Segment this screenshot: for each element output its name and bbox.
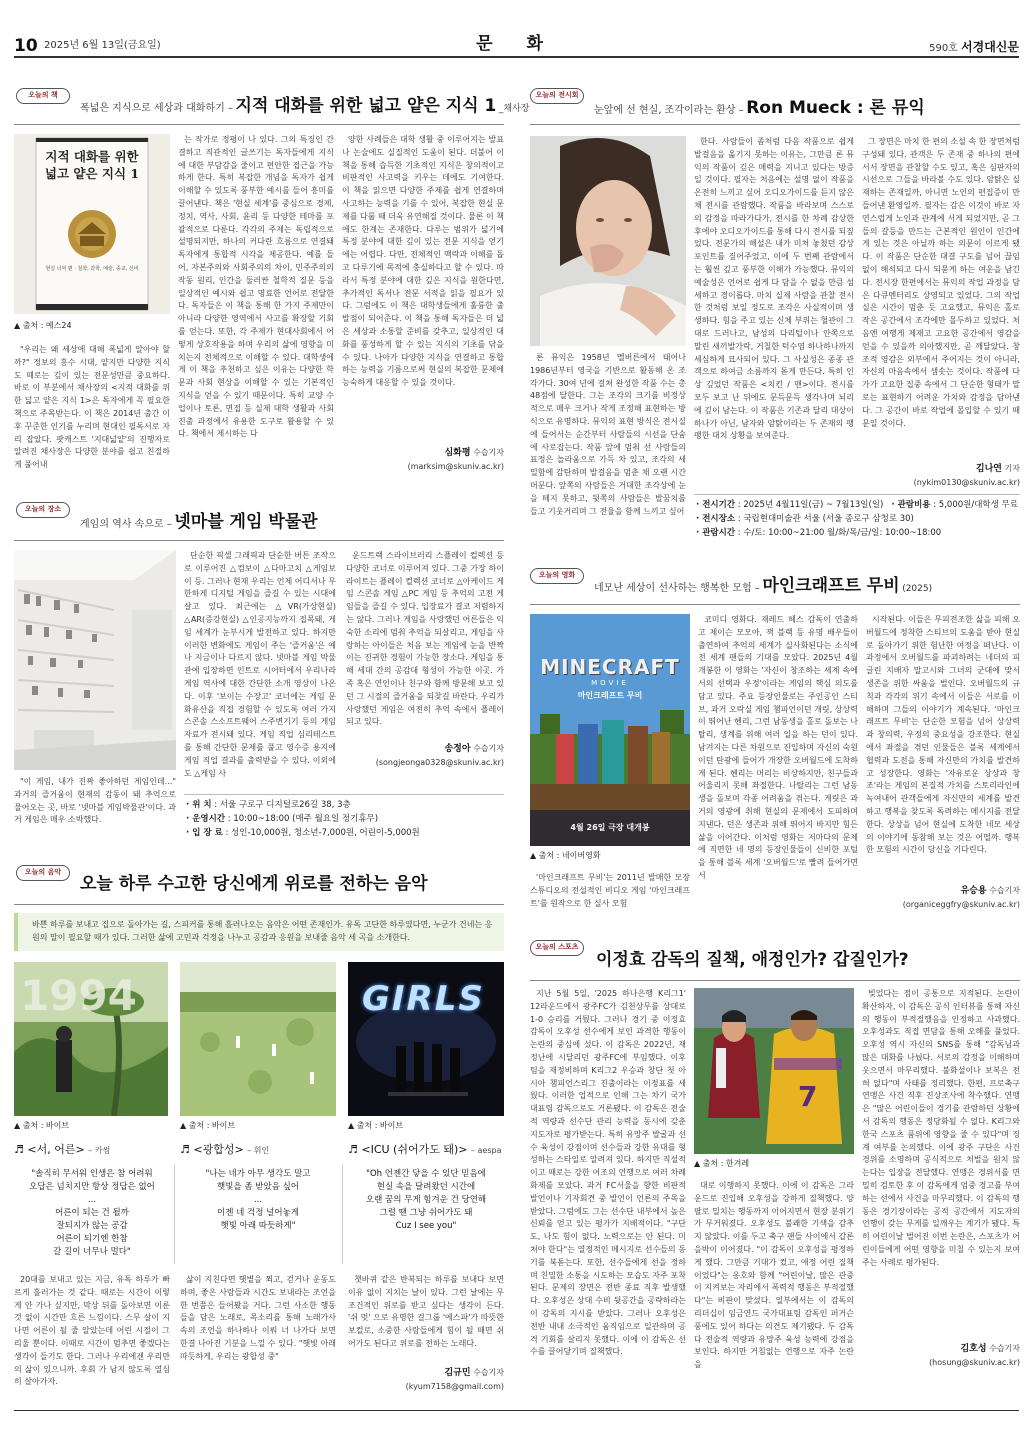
poster-title: MINECRAFT [540, 655, 680, 679]
music-rule [14, 904, 504, 905]
track-2-cover-art [180, 962, 336, 1116]
page-number: 10 [14, 36, 38, 56]
lyrics-divider-1 [174, 1164, 175, 1264]
book-cover-title [38, 148, 146, 182]
book-reporter-title: 수습기자 [473, 448, 504, 457]
book-title: 지적 대화를 위한 넓고 얕은 지식 1 [235, 96, 497, 116]
movie-poster-art [530, 614, 690, 846]
exhibit-email: (nykim0130@skuniv.ac.kr) [913, 478, 1020, 487]
poster-korean-title: 마인크래프트 무비 [577, 691, 643, 700]
book-col-2-text: 는 작가로 정평이 나 있다. 그의 특징인 간결하고 직관적인 글쓰기는 독자들에게 지식에 대한 부담감을 줄이고 편안한 접근을 가능하게 한다. 특히 복잡한 개념을 독자가 쉽게 이해할 수 있도록 풍부한 예시를 들어 흥미를 끌어낸다. 책은 '현실 세계'를 중심으로 경제, 정치, 역사, 사회, 윤리 등 다양한 테마를 포괄적으로 다룬다. 각각의 주제는 독립적으로 설명되지만, 하나의 커다란 흐름으로 연결돼 독자에게 통합적 시각을 제공한다. 예를 들어, 자본주의와 사회주의의 차이, 민주주의의 작동 원리, 인간을 둘러싼 철학적 질문 등을 일상적인 예시와 쉽고 명료한 언어로 전달한다. 독자들은 이 책을 통해 한 가지 주제만이 아니라 다양한 영역에서 사고를 확장할 기회를 얻는다. 또한, 각 주제가 현대사회에서 어떻게 상호작용을 하며 우리의 삶에 영향을 미치는지 전체적으로 이해할 수 있다. 대학생에게 이 책을 추천하고 싶은 이유는 다양한 학문과 사회 현상을 이해할 수 있는 기본적인 지식을 얻을 수 있기 때문이다. 특히 교양 수업이나 토론, 면접 등 실제 대학 생활과 사회 진출 과정에서 유용한 도구로 활용할 수 있다. 책에서 제시하는 다 [178, 135, 334, 439]
exhibit-subtitle: 눈앞에 선 현실, 조각이라는 환상 – [594, 105, 744, 116]
movie-col-2: 코미디 영화다. 재레드 헤스 감독이 연출하고 제이슨 모모아, 잭 블랙 등 유명 배우들이 출연하여 추억의 세계가 실사화된다는 소식에 전 세계 팬들의 기대를 모았다. 2025년 4월 개봉한 이 영화는 '자신이 창조하는 세계 속에서의 선택과 우정'이라는 게임의 핵심 의도를 담고 있다. 주요 등장인물로는 주인공인 스티브, 과거 오락실 게임 챔피언이던 개릿, 상상력이 뛰어난 헨리, 그런 남동생을 홀로 돌보는 나탈리, 생계를 위해 여러 일을 하는 던이 있다. 남겨지는 다른 차원으로 진입하며 자신의 숙원이던 탄광에 들어가 개장한 오버월드에 도착하게 된다. 헨리는 머리는 비상하지만, 친구들과 어울리지 못해 좌절한다. 나탈리는 그런 남동생을 돌보며 각종 어려움을 겪는다. 게릿은 과거의 영광에 취해 현실의 문제에서 도피하며 지낸다. 던은 생존과 위해 뛰어지 바지만 힘든 삶을 이어간다. 이처럼 영화는 저마다의 문제에 직면한 네 명의 등장인물들이 신비한 포털을 통해 블록 세계 '오버월드'로 빨려 들어가면서 [698, 615, 858, 880]
movie-reporter: 유승용 [960, 886, 987, 896]
track-3-body: 챗바퀴 같은 반복되는 하루를 보내다 보면 이유 없이 지치는 날이 있다. 그런 날에는 무조건적인 위로를 받고 싶다는 생각이 든다. '쉬 멋' 으로 유명한 걸그룹 '에스파'가 따뜻한 보컬로, 소중한 사람들에게 힘이 될 때면 쉬어가도 된다고 위로를 전하는 노래다. [348, 1275, 504, 1348]
music-intro: 바쁜 하루를 보내고 집으로 돌아가는 길, 스피커를 통해 흘러나오는 음악은 어떤 존재인가. 유독 고단한 하루였다면, 누군가 건네는 응원의 말이 필요할 때가 있다. 그러한 삶에 고민과 걱정을 나누고 공감과 응원을 보내줄 음악 세 곡을 소개한다. [14, 913, 504, 951]
exhibit-info [696, 498, 1020, 540]
music-badge: 오늘의 음악 [16, 865, 70, 881]
music-email: (kyum7158@gmail.com) [405, 1382, 504, 1391]
exhibit-info-rule [694, 494, 1020, 495]
book-cover-title-2: 넓고 얕은 지식 1 [44, 166, 140, 181]
book-col-1-text: "우리는 왜 세상에 대해 폭넓게 알아야 할까?" 정보의 홍수 시대, 얕지만 다양한 지식도 때로는 깊이 있는 전문성만큼 중요하다. 바로 이 부분에서 채사장의 <지적 대화를 위한 넓고 얕은 지식 1>은 독자에게 꼭 필요한 책으로 주목받는다. 이 책은 2014년 출간 이후 꾸준한 인기를 누리며 현대인 필독서로 자리 잡았다. 팟캐스트 '지대넓얕'의 진행자로 알려진 채사장은 다양한 분야를 쉽고 친절하게 풀어내 [14, 345, 170, 470]
museum-shelves-art [14, 550, 176, 770]
track-2-title: ♬ <광합성> – 휘인 [180, 1143, 270, 1156]
place-email: (songjeonga0328@skuniv.ac.kr) [375, 758, 504, 767]
sports-photo-art [694, 988, 854, 1154]
lyrics-divider-2 [342, 1164, 343, 1264]
exhibit-byline [862, 462, 1020, 489]
poster-release-date: 4월 26일 극장 대개봉 [570, 823, 650, 832]
exhibit-col-1: 론 뮤익은 1958년 멜버른에서 태어나 1986년부터 영국을 기반으로 활동해 온 조각가다. 30여 년에 걸쳐 완성한 작품 수는 총 48점에 달한다. 그는 조각의 크기를 비정상적으로 매우 크거나 작게 조정해 표현하는 방식으로 유명하다. 뮤익의 표현 방식은 전시실에 들어서는 순간부터 사람들의 시선을 단숨에 사로잡는다. 작품 앞에 멈춰 선 사람들의 표정은 놀라움으로 가득 차 있고, 조각의 세밀함에 감탄하며 발걸음을 멈춘 채 오랜 시간 머문다. 앞쪽의 사람들은 거대한 조각상에 눈을 떼지 못하고, 뒷쪽의 사람들은 발꿈치를 들고 기웃거리며 그 전율을 함께 느끼고 싶어 [530, 353, 686, 516]
place-reporter: 송정아 [444, 744, 471, 754]
track-3-cover-text: GIRLS [362, 979, 485, 1019]
sports-rule [530, 980, 1020, 981]
place-title: 넷마블 게임 박물관 [174, 512, 318, 532]
exhibit-info-period: · 전시기간 : 2025년 4월11일(금) ~ 7월13일(일) · 관람비용 : 5,000원/대학생 무료 [696, 500, 1018, 510]
track-2-lyrics: "나는 네가 아무 생각도 말고 햇빛을 좀 받았음 싶어 ... 이젠 네 걱정 널어놓게 햇빛 아래 따듯하게" [205, 1169, 311, 1231]
exhibit-info-hours: · 관람시간 : 수/토: 10:00~21:00 월/화/목/금/일: 10:00~18:00 [696, 528, 942, 538]
book-cover-subtitle: 현실 너머 편 · 철학, 과학, 예술, 종교, 신비 [45, 266, 139, 272]
sports-col-1: 지난 5월 5일, '2025 하나은행 K리그1' 12라운드에서 광주FC가 김천상무를 상대로 1-0 승리를 거뒀다. 그러나 경기 중 이정효 감독이 오후성 선수에게 보인 과격한 행동이 논란의 중심에 섰다. 이 감독은 2022년, 재정난에 시달리던 광주FC에 부임했다. 이후 팀을 재정비하며 K리그2 우승과 창단 첫 아시아 챔피언스리그 진출이라는 이정표를 세웠다. 이러한 업적으로 인해 그는 차기 국가대표팀 감독으로도 거론됐다. 이 감독은 전술적 역량과 선수단 관리 능력을 동시에 갖춘 지도자로 평가받는다. 특히 유망주 발굴과 선수 육성이 강점이며 선수들과 강한 유대를 형성하는 스타일로 알려져 있다. 하지만 직설적이고 때로는 강한 어조의 언행으로 여러 차례 화제를 모았다. 과거 FC서울을 향한 비판적 발언이나 기자회견 중 발언이 언론의 주목을 받았다. 그럼에도 그는 선수단 내부에서 높은 신뢰를 얻고 있는 평가가 지배적이다. "구단도, 나도 힘이 없다. 노력으로는 안 된다. 미쳐야 한다"는 열정적인 메시지로 선수들의 동기를 북돋는다. 또한, 선수들에게 선을 정하며 친밀한 소통을 시도하는 모습도 자주 포착된다. 문제의 장면은 전반 종료 직후 발생했다. 오후성은 상대 수비 뒷공간을 공략하라는 이 감독의 지시를 받았다. 그러나 오후성은 전반 내내 소극적인 움직임으로 일관하며 공격 기회를 살리지 못했다. 이에 이 감독은 선수를 끌어당기며 질책했다. [530, 989, 686, 1357]
music-headline [80, 872, 428, 898]
page-date: 2025년 6월 13일(금요일) [44, 40, 161, 51]
movie-rule [530, 604, 1020, 605]
section-title: 문 화 [476, 34, 557, 54]
exhibit-col-3: 그 장면은 마치 한 편의 소설 속 한 장면처럼 구성돼 있다. 관객은 두 존재 중 하나의 편에 서서 장면을 관찰할 수도 있고, 혹은 심판자의 시선으로 그들을 바라볼 수도 있다. 암탉은 실재하는 존재일까, 아니면 노인의 편집증이 만들어낸 환영일까. 필자는 감은 이것이 바로 자연스럽게 노인과 관계에 서게 되었지만, 곧 그들의 갈등을 만드는 근본적인 원인이 인간에게 있는 것은 아닐까 하는 의문이 이르게 됐다. 이 작품은 단순한 대결 구도를 넘어 끊임없이 해석되고 다시 되묻게 하는 여운을 남긴다. 전시장 한편에서는 뮤익의 작업 과정을 담은 다큐멘터리도 상영되고 있었다. 그의 작업실은 시간이 멈춘 듯 고요했고, 뮤익은 홀로 작은 공간에서 조각에만 몰두하고 있었다. 처음엔 여행게 제재고 고요한 공간에서 영감을 얻을 수 있을까 의아했지만, 곧 깨달았다. 창조적 영감은 외부에서 주어지는 것이 아니라, 자신의 마음속에서 샘솟는 것이다. 작품에 다가가 고요한 집중 속에서 그 단순한 형태가 말로는 표현하기 어려운 가치와 감정을 담아낸다. 그 공간이 바로 작업에 몰입할 수 있기 때문일 것이다. [862, 137, 1020, 428]
track-3-cover [348, 962, 504, 1116]
sports-col-2: 대로 이행하지 못했다. 이에 이 감독은 그라운드로 진입해 오후성을 강하게 질책했다. 양팔로 밀치는 행동까지 이어지면서 현장 분위기가 무거워졌다. 오후성도 불쾌한 기색을 감추지 않았다. 이를 두고 축구 팬들 사이에서 갑론을박이 이어졌다. "이 감독이 오후성을 평정하게 했다. 그만큼 기대가 컸고, 애정 어린 질책이었다"는 옹호와 함께 "어린이날, 많은 관중이 지켜보는 자리에서 폭력적 행동은 부적절했다"는 비판이 맞섰다. 일부에서는 이 감독의 리더십이 임금연드 국가대표팀 감독인 퍼거슨 풍에도 있어 하다는 의견도 제기됐다. 두 감독 다 전술적 역량과 유망주 육성 능력에 강점을 보인다. 하지만 거침없는 언행으로 자주 논란을 [694, 1181, 854, 1370]
track-3-lyrics: "Oh 언젠간 닿을 수 있단 믿음에 현실 속을 달려왔던 시간에 오랜 꿈의 무게 힘겨운 건 당연해 그럴 땐 그냥 쉬어가도 돼 Cuz I see you" [365, 1169, 487, 1231]
movie-caption: ▲ 출처 : 네이버영화 [530, 851, 601, 860]
movie-poster [530, 614, 690, 846]
exhibit-reporter-title: 기자 [1004, 464, 1020, 473]
exhibit-rule [530, 124, 1020, 125]
track-1-title: ♬ <서, 어른> – 카썸 [14, 1143, 111, 1156]
track-1-lyrics: "솔직히 무서워 인생은 참 어려워 오답은 넘치지만 항상 정답은 없어 ... 어른이 되는 건 될까 잘되지가 않는 공감 어른이 되기엔 한참 갈 길이 너무나 멀다" [29, 1169, 155, 1257]
sports-col-3: 빚었다는 점이 공통으로 지적된다. 논란이 확산하자, 이 감독은 공식 인터뷰를 통해 자신의 행동이 부적절했음을 인정하고 사과했다. 오후성과도 직접 면담을 통해 오해를 풀었다. 오후성 역시 자신의 SNS를 통해 "감독님과 많은 대화를 나눴다. 서로의 감정을 이해하며 웃으면서 마무리했다. 불화설이나 보복은 전혀 없다"며 사태를 정리했다. 한편, 프로축구연맹은 사건 직후 진상조사에 착수했다. 연맹은 "많은 어린이들이 경기를 관람하던 상황에서 감독의 행동은 정당화될 수 없다. K리그와 한국 스포츠 품위에 영향을 줄 수 있다"며 징계 여부를 논의했다. 이에 광주 구단은 사건 경위를 소명하며 공식적으로 처벌을 원치 않는다는 입장을 전달했다. 연맹은 경위서를 면밀히 검토한 후 이 감독에게 엄중 경고를 부여하는 선에서 사건을 마무리했다. 이 감독의 행동은 경기장이라는 공적 공간에서 지도자의 언행이 갖는 무게를 일깨우는 계기가 됐다. 특히 어린이날 벌어진 이번 논란은, 스포츠가 어린이들에게 어떤 영향을 미칠 수 있는지 보여주는 사례로 평가된다. [862, 989, 1020, 1267]
track-3-caption: ▲ 출처 : 바이브 [348, 1121, 404, 1130]
movie-badge: 오늘의 영화 [530, 568, 584, 584]
sports-badge: 오늘의 스포츠 [530, 940, 584, 956]
exhibit-headline [594, 96, 925, 122]
book-col-2 [178, 134, 334, 474]
shirt-number: 7 [798, 1080, 818, 1113]
music-reporter: 김규민 [444, 1368, 471, 1378]
book-col-3-text: 양한 사례들은 대학 생활 중 이루어지는 발표나 논술에도 실질적인 도움이 된다. 더불어 이 책을 통해 습득한 기초적인 지식은 창의적이고 비판적인 사고력을 키우는 데에도 기여한다. 이 책을 읽으면 다양한 주제를 쉽게 연결하며 사고하는 능력을 기를 수 있어, 복잡한 현실 문제를 다룰 때 더욱 유연해질 것이다. 물론 이 책에도 한계는 존재한다. 다루는 범위가 넓기에 특정 분야에 대한 깊이 있는 전문 지식을 얻기에는 어렵다. 다만, 전체적인 맥락과 이해를 돕고 다루기에 목적에 충실하다고 할 수 있다. 따라서 특정 분야에 대한 깊은 지식을 원한다면, 추가적인 독서나 전문 서적을 읽을 필요가 있다. 그럼에도 이 책은 대학생들에게 훌륭한 출발점이 되어준다. 이 책을 통해 독자들은 더 넓은 세상과 소통할 준비를 갖추고, 일상적인 대화를 풍성하게 할 수 있는 지식의 기초를 닦을 수 있다. 나아가 다양한 지식을 연결하고 통합하는 능력을 기름으로써 현실의 복잡한 문제에 능숙하게 대응할 수 있을 것이다. [342, 135, 504, 388]
sports-reporter-title: 수습기자 [989, 1344, 1020, 1353]
place-reporter-title: 수습기자 [473, 744, 504, 753]
movie-subtitle: 네모난 세상이 선사하는 행복한 모험 – [594, 583, 760, 594]
music-title: 오늘 하루 수고한 당신에게 위로를 전하는 음악 [80, 874, 428, 894]
book-col-3 [342, 134, 504, 434]
sports-email: (hosung@skuniv.ac.kr) [929, 1358, 1020, 1367]
place-quote [14, 776, 176, 866]
place-info-rule [184, 794, 504, 795]
place-info [186, 798, 504, 840]
book-reporter: 심화평 [444, 448, 471, 458]
sports-photo [694, 988, 854, 1154]
place-col-2-text: 단순한 픽셀 그래픽과 단순한 버튼 조작으로 이루어진 △컴보이 △다마고치 △게임보이 등. 그러나 현재 우리는 언제 어디서나 무한하게 디지털 게임을 즐길 수 있는 시대에 살고 있다. 최근에는 △VR(가상현실) △AR(증강현실) △인공지능까지 접목돼, 게임 세계가 눈부시게 발전하고 있다. 하지만 이러한 변화에도 게임이 주는 '즐거움'은 예나 지금이나 다르지 않다. 넷마블 게임 박물관에 입장하면 인트로 시어터에서 우리나라 게임 역사에 대한 간단한 소개 영상이 나온다. 이후 '보이는 수장고' 코너에는 게임 문화유산을 직접 경험할 수 있도록 여러 가지 스콘솔 스소프트웨어 스주변기기 등의 게임 자료가 전시돼 있다. 게임 직업 심리테스트를 통해 간단한 문제를 풀고 영수증 용지에 게임 직업 결과를 출력받을 수 있다. 이외에도 △게임 사 [184, 551, 336, 778]
place-museum-photo [14, 550, 176, 770]
sports-headline [596, 948, 909, 974]
book-author: _채사장 [498, 104, 530, 114]
book-caption: ▲ 출처 : 예스24 [14, 321, 72, 330]
track-2-body: 삶이 지친다면 햇볕을 쬐고, 걷거나 운동도 하며, 좋은 사람들과 시간도 보내라는 조언을 한 번쯤은 들어봤을 거다. 그런 사소한 행동들을 담은 노래로, 목소리를 통해 노래가사 속의 조언을 하나하나 이뤄 너 나가다 보면 한결 나아진 기분을 느낄 수 있다. "햇빛 아래 따듯하게, 우리는 광합성 중" [180, 1275, 336, 1361]
paper-name: 서경대신문 [961, 40, 1019, 54]
place-info-location: · 위 치 : 서울 구로구 디지털로26길 38, 3층 [186, 800, 351, 810]
track-2-cover [180, 962, 336, 1116]
exhibit-badge: 오늘의 전시회 [530, 88, 584, 104]
music-reporter-title: 수습기자 [473, 1368, 504, 1377]
book-cover-image [14, 134, 170, 314]
exhibit-sculpture-photo [530, 136, 686, 346]
movie-col-3: 시작된다. 이들은 무피전조한 삶을 피해 오버월드에 정착한 스티브의 도움을 받아 현실로 돌아가기 위한 험난한 여정을 떠난다. 이 과정에서 오버월드를 파괴하려는 네더의 피글린 지배자 말고시와 그녀의 군대에 맞서 생존을 위한 싸움을 벌인다. 오버월드의 규칙과 각각의 위기 속에서 이들은 서로를 이해하며 그들의 이야기가 계속된다. '마인크래프트 무비'는 단순한 모험을 넘어 상상력과 창의력, 우정의 중요성을 강조한다. 현실에서 좌절을 겪던 인물들은 블록 세계에서 협력과 도전을 통해 자신만의 가치를 발견하고 성장한다. 영화는 '자유로운 상상과 창조'라는 게임의 본질적 가치를 스토리라인에 녹여내어 관객들에게 자신만의 세계를 발견하고 행복을 찾도록 독려하는 메시지를 전달한다. 상상을 넘어 현실에 도착한 네모 세상의 이야기에 동참해 보는 것은 어떨까. 행복한 모험의 시간이 당신을 기다린다. [866, 615, 1020, 855]
movie-title: 마인크래프트 무비 [762, 576, 900, 596]
track-1-cover [14, 962, 168, 1116]
book-headline [80, 94, 529, 120]
poster-movie: MOVIE [591, 679, 629, 687]
book-badge: 오늘의 책 [16, 88, 70, 104]
page-bottom-rule [14, 1410, 1019, 1411]
place-byline [346, 742, 504, 769]
place-info-hours: · 운영시간 : 10:00~18:00 (매주 월요일 정기휴무) [186, 814, 379, 824]
book-email: (marksim@skuniv.ac.kr) [407, 462, 504, 471]
movie-headline [594, 574, 932, 600]
track-2-caption: ▲ 출처 : 바이브 [180, 1121, 236, 1130]
exhibit-reporter: 김나연 [975, 464, 1002, 474]
exhibit-info-venue: · 전시장소 : 국립현대미술관 서울 (서울 종로구 삼청로 30) [696, 514, 914, 524]
place-rule [14, 540, 504, 541]
track-1-body: 20대를 보내고 있는 지금, 유독 하루가 빠르게 흘러가는 것 같다. 때로는 시간이 이렇게 안 가나 싶지만, 막상 뒤를 돌아보면 이룬 것 없이 시간만 흐른 느낌이다. 스무 살이 지나면 어른이 될 줄 알았는데 어린 시절이 그리울 뿐이다. 이때로 시간이 멈추면 좋겠다는 생각이 들기도 한다. 그러나 우리에겐 우리만의 삶이 있으니까. 후회 가 남지 않도록 열심히 살아가자. [14, 1275, 170, 1387]
sports-byline [862, 1342, 1020, 1369]
book-cover-title-1: 지적 대화를 위한 [45, 149, 139, 164]
place-col-3 [346, 550, 504, 730]
place-subtitle: 게임의 역사 속으로 – [80, 519, 172, 530]
movie-year: (2025) [902, 584, 933, 594]
place-info-fee: · 입 장 료 : 성인-10,000원, 청소년-7,000원, 어린이-5,000원 [186, 828, 420, 838]
place-badge: 오늘의 장소 [16, 502, 70, 518]
music-byline [348, 1366, 504, 1393]
book-col-1 [14, 344, 170, 474]
track-1-cover-text: 1994 [20, 971, 137, 1020]
movie-reporter-title: 수습기자 [989, 886, 1020, 895]
place-quote-text: "이 게임, 내가 진짜 좋아하던 게임인데..." 과거의 즐거움이 현재의 감동이 돼 추억으로 물어오는 곳, 바로 '넷마블 게임박물관'이다. 과거 게임은 매우 소박했다. [14, 777, 176, 825]
movie-email: (organiceggfry@skuniv.ac.kr) [902, 900, 1020, 909]
page-header [14, 30, 1019, 58]
place-col-2 [184, 550, 336, 790]
sculpture-art [530, 136, 686, 346]
exhibit-col-2: 한다. 사람들이 좀처럼 다음 작품으로 쉽게 발걸음을 옮기지 못하는 이유는, 그만큼 론 뮤익의 작품이 깊은 매력을 지니고 있다는 방증일 것이다. 필자는 처음에는 설명 없이 작품을 온전히 느끼고 싶어 오디오가이드를 듣지 않은 채 전시를 관람했다. 작품을 바라보며 스스로의 감정을 따라가다가, 전시를 한 차례 감상한 후에야 오디오가이드를 통해 다시 전시를 되짚었다. 전문가의 해설은 내가 미처 놓쳤던 감상 포인트를 짚어주었고, 이에 두 번째 관람에서는 훨씬 깊고 풍부한 이해가 가능했다. 뮤익의 예술성은 언어로 쉽게 다 담을 수 없을 만큼 섬세하고 경이롭다. 마치 실제 사람을 관찰 전시한 것처럼 보일 정도로 조각은 사실적이며 생생하다. 힘을 주고 있는 신체 부위는 혈관이 그대로 드러나고, 남성의 다리털이나 안쪽으로 말린 새끼발가락, 거칠한 턱수염 하나하나까지 세심하게 묘사되어 있다. 그 사실성은 종종 관객으로 하여금 소름까지 돋게 만든다. 특히 인상 깊었던 작품은 <치킨 / 맨>이다. 전시를 모두 보고 난 뒤에도 문득문득 생각나며 뇌리에 깊이 남는다. 이 작품은 기존과 달리 대상이 하나가 아닌, 남자와 암탉이라는 두 존재의 팽팽한 대치 상황을 보여준다. [694, 137, 854, 441]
book-subtitle: 폭넓은 지식으로 세상과 대화하기 – [80, 103, 233, 114]
sports-reporter: 김호성 [960, 1344, 987, 1354]
book-byline [342, 446, 504, 473]
issue-info [929, 38, 1019, 56]
track-3-title: ♬ <ICU (쉬어가도 돼)> – aespa [348, 1143, 502, 1156]
place-col-3-text: 운드트랙 스라이브러리 스플레이 컬렉션 등 다양한 코너로 이루어져 있다. 그중 가장 하이라이트는 플레이 컬렉션 코너로 △아케이드 게임 스콘솔 게임 △PC 게임 등 추억의 고전 게임들을 즐길 수 있다. 입장료가 결코 저렴하지는 않다. 그러나 게임을 사랑했던 어른들은 익숙한 소리에 멈춰 추억을 되살리고, 게임을 사랑하는 아이들은 처음 보는 게임에 눈을 반짝이는 진귀한 경험이 가능한 장소다. 게임을 통해 세대 간의 공감대 형성이 가능한 이곳. 가족 혹은 연인이나 친구와 함께 방문해 보고 있던 그 시절의 즐거움을 되찾길 바란다. 우리가 사랑했던 게임은 여전히 추억 속에서 플레이 되고 있다. [346, 551, 504, 727]
movie-byline [866, 884, 1020, 911]
book-rule [14, 124, 504, 125]
place-headline [80, 510, 318, 536]
issue-number: 590호 [929, 43, 958, 54]
movie-col-1: '마인크래프트 무비'는 2011년 발매한 모장 스튜디오의 전설적인 비디오 게임 '마인크래프트'를 원작으로 한 실사 모험 [530, 873, 690, 908]
exhibit-title: Ron Mueck : 론 뮤익 [746, 98, 925, 118]
sports-title: 이정효 감독의 질책, 애정인가? 갑질인가? [596, 950, 909, 970]
track-1-caption: ▲ 출처 : 바이브 [14, 1121, 70, 1130]
sports-caption: ▲ 출처 : 한겨레 [694, 1159, 750, 1168]
